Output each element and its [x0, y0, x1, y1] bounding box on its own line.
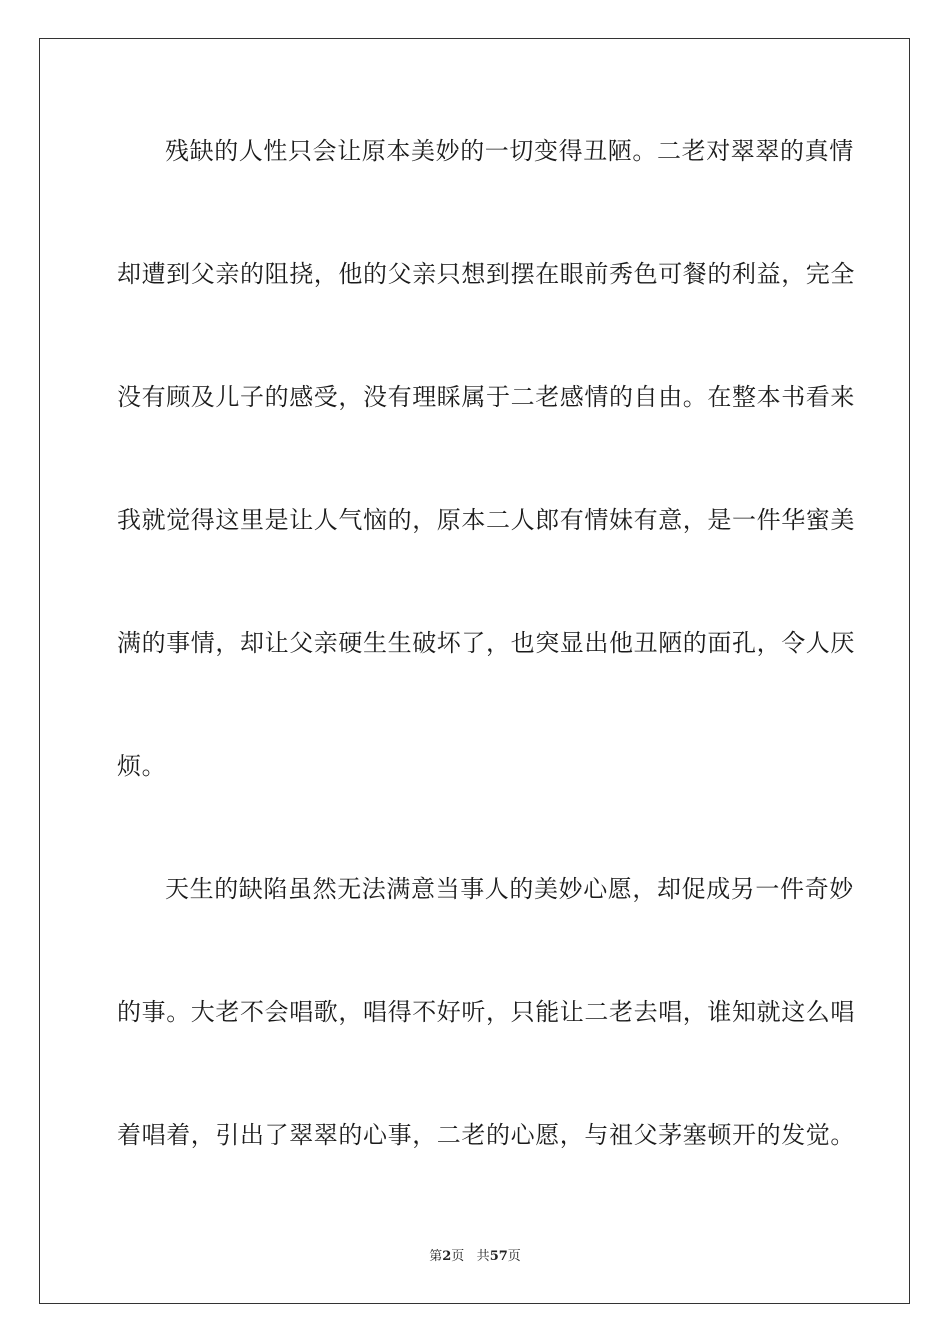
footer-total-pages: 57	[489, 1249, 508, 1264]
paragraph-2-line-1: 天生的缺陷虽然无法满意当事人的美妙心愿，却促成另一件奇妙	[165, 875, 854, 903]
footer-page-number: 2	[442, 1249, 452, 1264]
paragraph-1-line-6: 烦。	[117, 752, 167, 780]
page-footer	[0, 1248, 950, 1266]
footer-total-suffix: 页	[507, 1249, 521, 1264]
footer-total-prefix: 共	[476, 1249, 490, 1264]
page-border	[39, 38, 910, 1304]
paragraph-1-line-1: 残缺的人性只会让原本美妙的一切变得丑陋。二老对翠翠的真情	[165, 137, 854, 165]
paragraph-1-line-5: 满的事情，却让父亲硬生生破坏了，也突显出他丑陋的面孔，令人厌	[117, 629, 855, 657]
paragraph-2-line-3: 着唱着，引出了翠翠的心事，二老的心愿，与祖父茅塞顿开的发觉。	[117, 1121, 855, 1149]
footer-page-suffix: 页	[451, 1249, 465, 1264]
footer-page-prefix: 第	[429, 1249, 443, 1264]
paragraph-2-line-2: 的事。大老不会唱歌，唱得不好听，只能让二老去唱，谁知就这么唱	[117, 998, 855, 1026]
paragraph-1-line-4: 我就觉得这里是让人气恼的，原本二人郎有情妹有意，是一件华蜜美	[117, 506, 855, 534]
paragraph-1-line-2: 却遭到父亲的阻挠，他的父亲只想到摆在眼前秀色可餐的利益，完全	[117, 260, 855, 288]
paragraph-1-line-3: 没有顾及儿子的感受，没有理睬属于二老感情的自由。在整本书看来	[117, 383, 855, 411]
